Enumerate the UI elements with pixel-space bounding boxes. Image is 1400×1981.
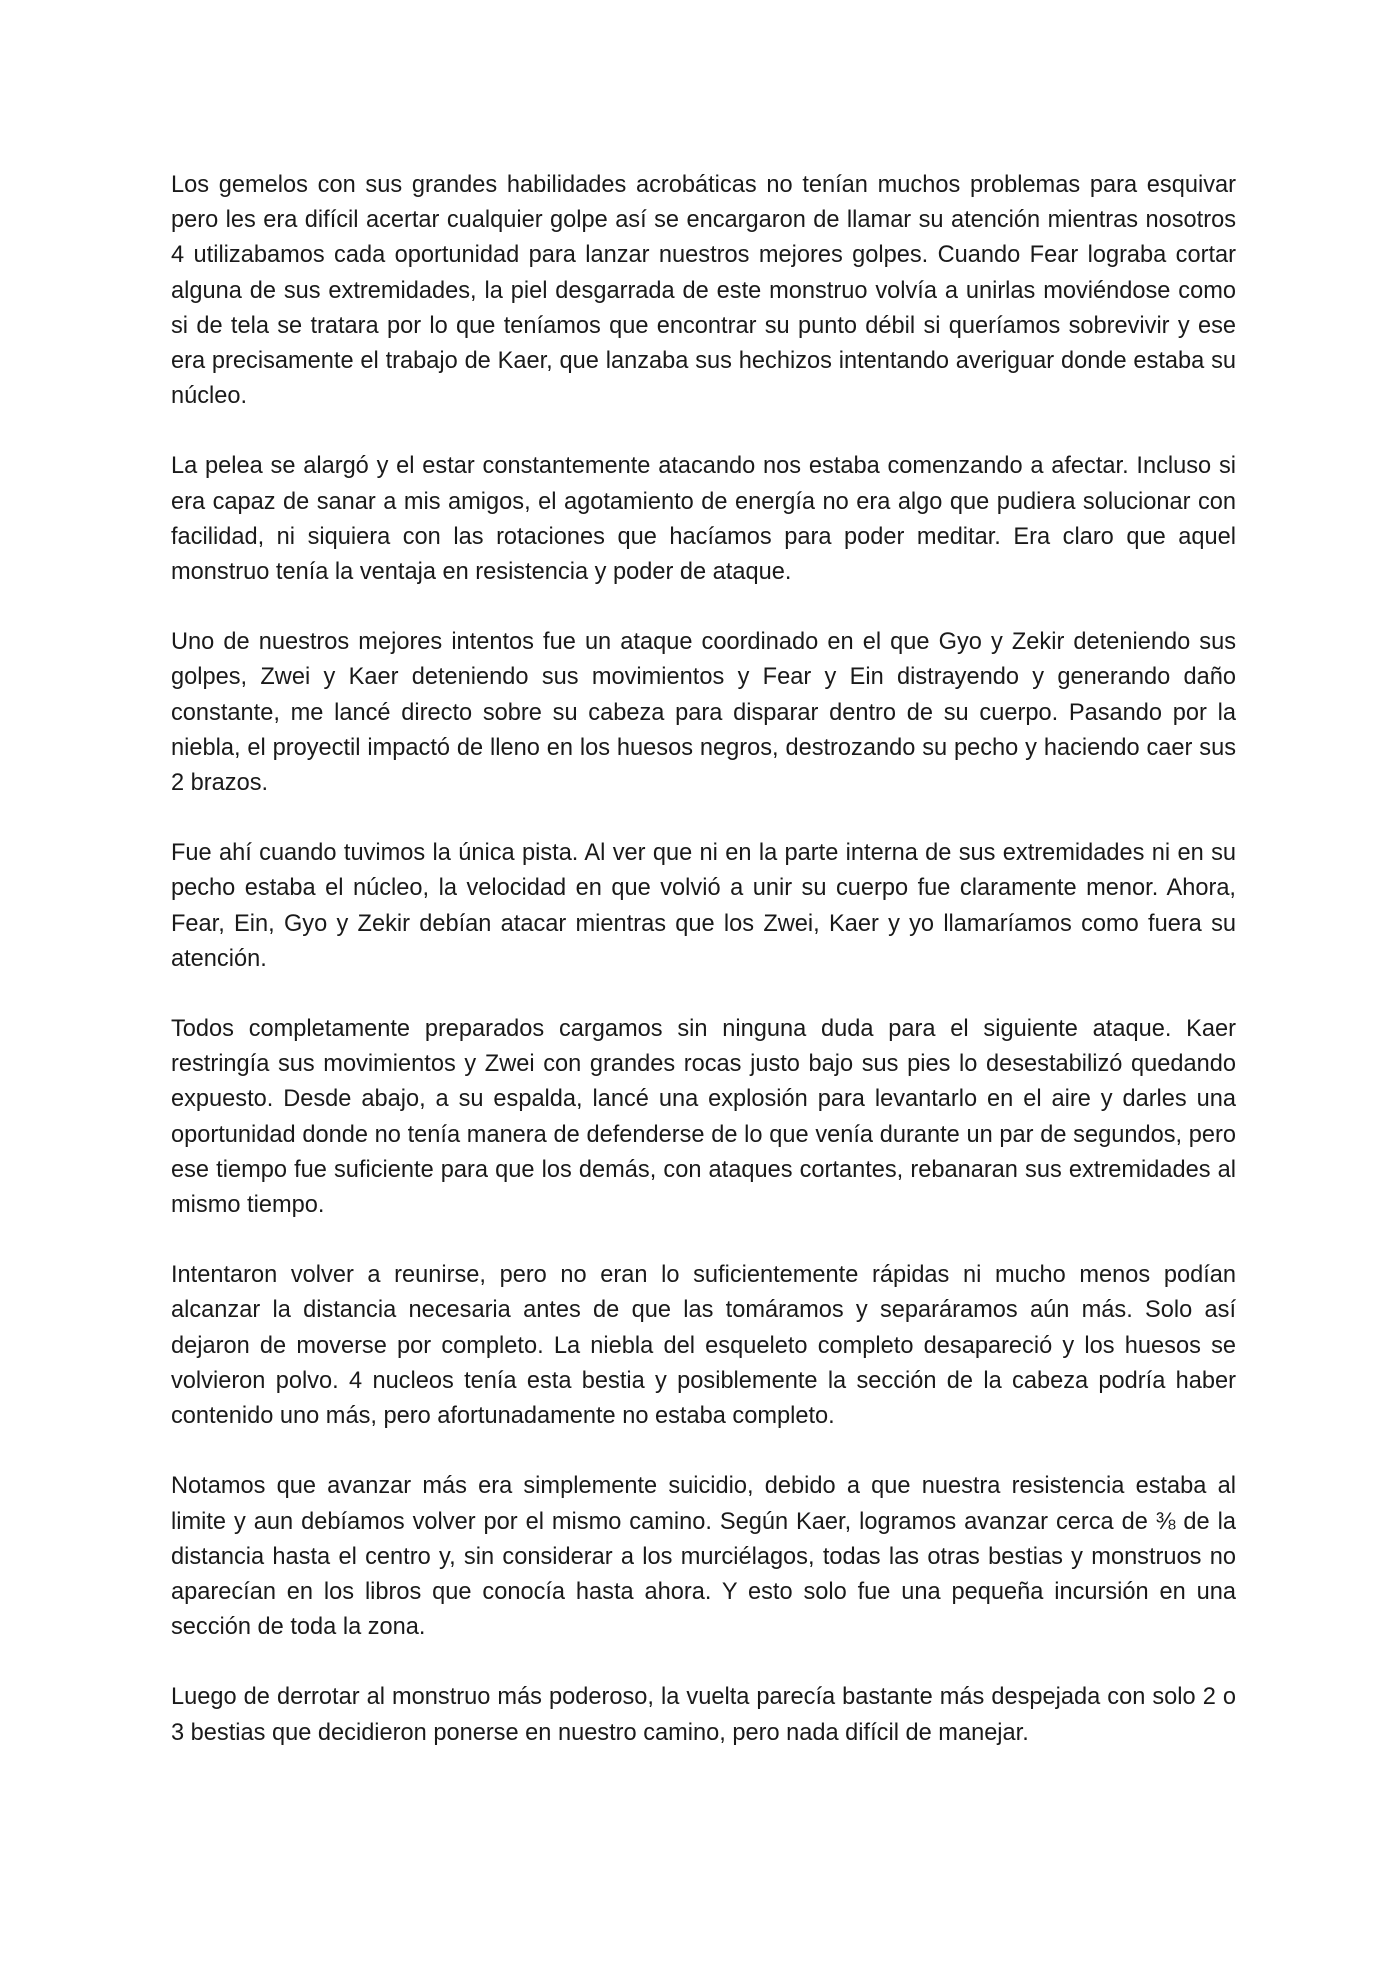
- paragraph-8: Luego de derrotar al monstruo más poderoso, la vuelta parecía bastante más despejada con solo 2 o 3 bestias que decidieron ponerse en nuestro camino, pero nada difícil de manejar.: [171, 1684, 1236, 1746]
- paragraph-1: Los gemelos con sus grandes habilidades acrobáticas no tenían muchos problemas para esquivar pero les era difícil acertar cualquier golpe así se encargaron de llamar su atención mientras nosotros 4 utilizabamos cada oportunidad para lanzar nuestros mejores golpes. Cuando Fear lograba cortar alguna de sus extremidades, la piel desgarrada de este monstruo volvía a unirlas moviéndose como si de tela se tratara por lo que teníamos que encontrar su punto débil si queríamos sobrevivir y ese era precisamente el trabajo de Kaer, que lanzaba sus hechizos intentando averiguar donde estaba su núcleo.: [171, 172, 1236, 410]
- document-body: [171, 168, 1236, 1786]
- paragraph-7: Notamos que avanzar más era simplemente suicidio, debido a que nuestra resistencia estaba al limite y aun debíamos volver por el mismo camino. Según Kaer, logramos avanzar cerca de ⅜ de la distancia hasta el centro y, sin considerar a los murciélagos, todas las otras bestias y monstruos no aparecían en los libros que conocía hasta ahora. Y esto solo fue una pequeña incursión en una sección de toda la zona.: [171, 1473, 1236, 1641]
- paragraph-6: Intentaron volver a reunirse, pero no eran lo suficientemente rápidas ni mucho menos podían alcanzar la distancia necesaria antes de que las tomáramos y separáramos aún más. Solo así dejaron de moverse por completo. La niebla del esqueleto completo desapareció y los huesos se volvieron polvo. 4 nucleos tenía esta bestia y posiblemente la sección de la cabeza podría haber contenido uno más, pero afortunadamente no estaba completo.: [171, 1262, 1236, 1430]
- paragraph-2: La pelea se alargó y el estar constantemente atacando nos estaba comenzando a afectar. Incluso si era capaz de sanar a mis amigos, el agotamiento de energía no era algo que pudiera solucionar con facilidad, ni siquiera con las rotaciones que hacíamos para poder meditar. Era claro que aquel monstruo tenía la ventaja en resistencia y poder de ataque.: [171, 453, 1236, 586]
- paragraph-4: Fue ahí cuando tuvimos la única pista. Al ver que ni en la parte interna de sus extremidades ni en su pecho estaba el núcleo, la velocidad en que volvió a unir su cuerpo fue claramente menor. Ahora, Fear, Ein, Gyo y Zekir debían atacar mientras que los Zwei, Kaer y yo llamaríamos como fuera su atención.: [171, 840, 1236, 972]
- paragraph-5: Todos completamente preparados cargamos sin ninguna duda para el siguiente ataque. Kaer restringía sus movimientos y Zwei con grandes rocas justo bajo sus pies lo desestabilizó quedando expuesto. Desde abajo, a su espalda, lancé una explosión para levantarlo en el aire y darles una oportunidad donde no tenía manera de defenderse de lo que venía durante un par de segundos, pero ese tiempo fue suficiente para que los demás, con ataques cortantes, rebanaran sus extremidades al mismo tiempo.: [171, 1016, 1236, 1219]
- paragraph-3: Uno de nuestros mejores intentos fue un ataque coordinado en el que Gyo y Zekir deteniendo sus golpes, Zwei y Kaer deteniendo sus movimientos y Fear y Ein distrayendo y generando daño constante, me lancé directo sobre su cabeza para disparar dentro de su cuerpo. Pasando por la niebla, el proyectil impactó de lleno en los huesos negros, destrozando su pecho y haciendo caer sus 2 brazos.: [171, 629, 1236, 797]
